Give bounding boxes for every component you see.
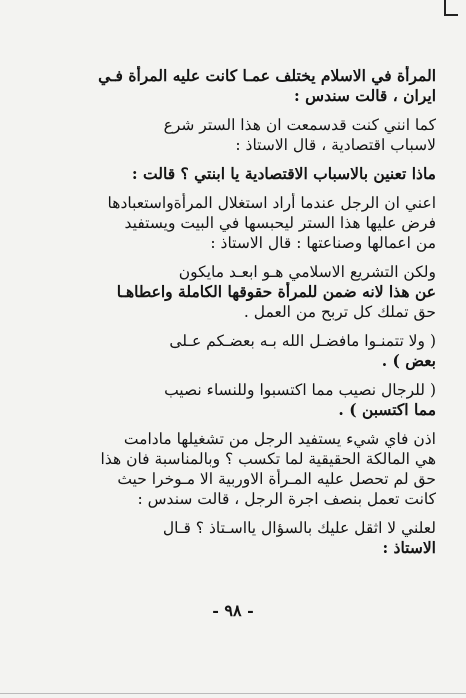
text-line: كانت تعمل بنصف اجرة الرجل ، قالت سندس : — [137, 490, 436, 508]
page-body-text — [38, 66, 436, 558]
text-line: اعني ان الرجل عندما أراد استغلال المرأةواستعبادها — [107, 194, 436, 212]
text-line: اذن فاي شيء يستفيد الرجل من تشغيلها مادامت — [123, 430, 436, 448]
paragraph-gap — [38, 509, 436, 518]
page-bottom-edge — [0, 693, 466, 694]
text-line: هي المالكة الحقيقية لما تكسب ؟ وبالمناسبة فان هذا — [100, 450, 436, 468]
text-line: ( ولا تتمنـوا مافضـل الله بـه بعضـكم عـلى — [169, 332, 436, 350]
text-line: فرض عليها هذا الستر ليحبسها في البيت ويستفيد — [124, 214, 436, 232]
paragraph-gap — [38, 253, 436, 262]
text-line: بعض ) . — [381, 351, 436, 370]
text-line: من اعمالها وصناعتها : قال الاستاذ : — [210, 234, 436, 252]
paragraph — [38, 380, 436, 420]
paragraph — [38, 164, 436, 184]
text-line: عن هذا لانه ضمن للمرأة حقوقها الكاملة واعطاهـا — [116, 282, 436, 301]
paragraph — [38, 429, 436, 509]
paragraph — [38, 193, 436, 253]
paragraph — [38, 115, 436, 155]
paragraph-gap — [38, 106, 436, 115]
text-line: مما اكتسبن ) . — [338, 400, 436, 419]
text-line: حق تملك كل تربح من العمل . — [243, 303, 436, 321]
text-line: لعلني لا اثقل عليك بالسؤال يااسـتاذ ؟ قـال — [162, 519, 436, 537]
text-line: ماذا تعنين بالاسباب الاقتصادية يا ابنتي ؟ قالت : — [131, 164, 436, 183]
paragraph-gap — [38, 371, 436, 380]
paragraph — [38, 518, 436, 558]
paragraph-gap — [38, 184, 436, 193]
paragraph — [38, 262, 436, 322]
text-line: لاسباب اقتصادية ، قال الاستاذ : — [235, 136, 436, 154]
text-line: حق لم تحصل عليه المـرأة الاوربية الا مـوخرا حيث — [117, 470, 436, 488]
paragraph-gap — [38, 155, 436, 164]
paragraph-gap — [38, 420, 436, 429]
text-line: كما انني كنت قدسمعت ان هذا الستر شرع — [163, 116, 436, 134]
corner-bracket-mark — [444, 0, 458, 16]
paragraph — [38, 66, 436, 106]
text-line: ايران ، قالت سندس : — [294, 86, 436, 105]
page-number: - ٩٨ - — [212, 601, 254, 620]
text-line: المرأة في الاسلام يختلف عمـا كانت عليه المرأة فـي — [98, 66, 436, 85]
text-line: ( للرجال نصيب مما اكتسبوا وللنساء نصيب — [164, 381, 436, 399]
text-line: الاستاذ : — [382, 538, 436, 557]
text-line: ولكن التشريع الاسلامي هـو ابعـد مايكون — [178, 263, 436, 281]
paragraph — [38, 331, 436, 371]
paragraph-gap — [38, 322, 436, 331]
